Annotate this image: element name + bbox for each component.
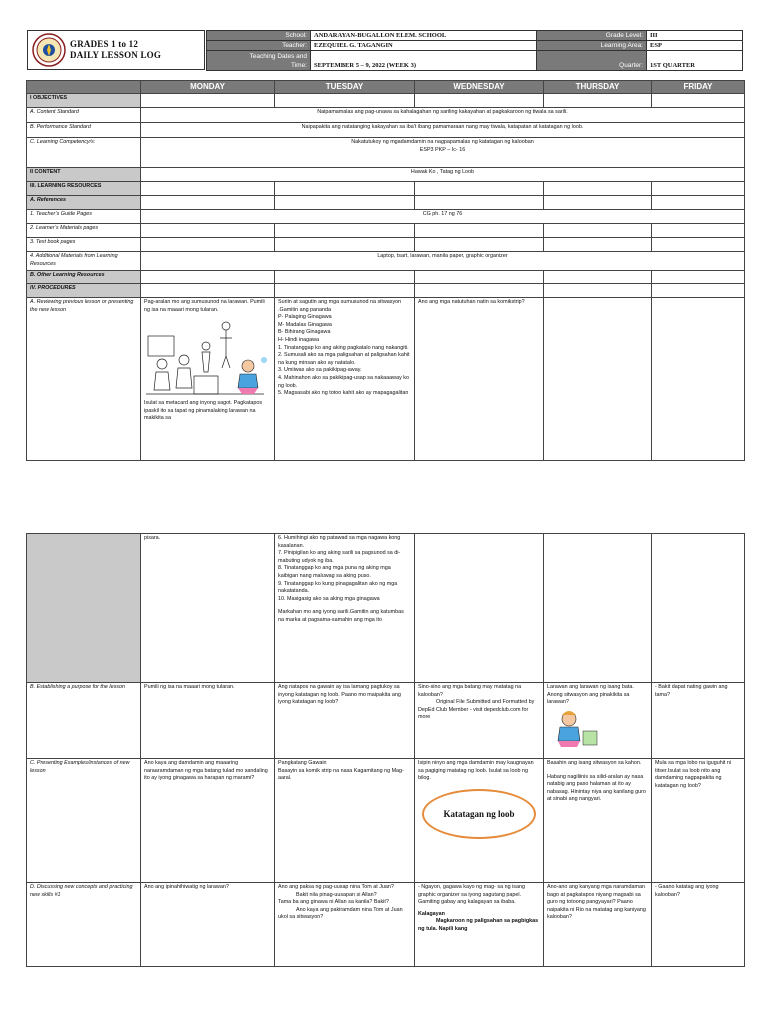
day-thursday: THURSDAY [544, 81, 652, 94]
competency-line1: Nakatutukoy ng mgadamdamin na nagpapamalas ng katatagan ng kalooban [351, 139, 534, 145]
purpose-wednesday [415, 683, 544, 759]
performance-standard-text: Naipapakita ang natatanging kakayahan sa iba’t ibang pamamaraan nang may tiwala, katapatan at katatagan ng loob. [141, 123, 745, 138]
tg-pages-label: 1. Teacher’s Guide Pages [27, 210, 141, 224]
teacher-label: Teacher: [207, 41, 311, 51]
presenting-thu-situation: Habang nagiliinis sa silid-aralan ay nasa natabig ang paso halaman at ito ay nabasag. Hinintay niya ang kanilang guro at sinabi ang nangyari. [547, 773, 646, 803]
presenting-wednesday [415, 759, 544, 883]
continued-wednesday [415, 534, 544, 683]
resources-heading: III. LEARNING RESOURCES [27, 182, 141, 196]
continued-thursday [544, 534, 652, 683]
school-value: ANDARAYAN-BUGALLON ELEM. SCHOOL [311, 31, 537, 41]
tg-pages-text: CG ph. 17 ng 76 [141, 210, 745, 224]
school-label: School: [207, 31, 311, 41]
continued-tue-line: 8. Tinatanggap ko ang mga puna ng aking mga kaibigan nang maluwag sa aking puso. [278, 565, 391, 579]
content-heading: II CONTENT [27, 168, 141, 182]
discussing-wed-line: - Ngayon, gagawa kayo ng mag- sa ng isang graphic organizer sa iyong sagutang papel. Gamiting gabay ang kalagayan sa ibaba. [418, 884, 525, 906]
review-tue-line: 5. Magsasabi ako ng totoo kahit ako ay mapagagalitan [278, 390, 409, 397]
purpose-monday: Pumili ng isa na maaari mong tularan. [141, 683, 275, 759]
lm-pages-label: 2. Learner’s Materials pages [27, 224, 141, 238]
discussing-tue-line: Bakit nila pinag-uusapan si Allan? [296, 891, 377, 898]
lesson-table-part2 [26, 533, 745, 967]
deped-seal-icon [32, 33, 66, 67]
presenting-wed-text: Isipin ninyo ang mga damdamin may kaugnayan sa pagiging matatag ng loob. Isulat sa loob ng bilog. [418, 760, 534, 782]
quarter-value: 1ST QUARTER [647, 51, 743, 71]
dates-label [207, 51, 311, 71]
purpose-friday: - Bakit dapat nating gawin ang tama? [652, 683, 745, 759]
additional-materials-label: 4. Additional Materials from Learning Resources [27, 252, 141, 271]
review-tue-line: P- Palaging Ginagawa [278, 314, 332, 321]
review-wednesday: Ano ang mga natutuhan natin sa komikstrip? [415, 298, 544, 461]
review-friday [652, 298, 745, 461]
continued-tue-line: Markahan mo ang iyong sarili.Gamitin ang katumbas na marka at pagsama-samahin ang mga ito [278, 609, 404, 623]
presenting-tue-text: Basayin sa komik strip na nasa Kagamitang ng Mag-aaral. [278, 767, 404, 782]
competency-code: ESP3 PKP – Ic- 16 [419, 146, 466, 153]
teacher-value: EZEQUIEL G. TAGANGIN [311, 41, 537, 51]
review-tue-line: 3. Umiiwas ako sa pakikipag-away. [278, 367, 362, 374]
purpose-label: B. Establishing a purpose for the lesson [27, 683, 141, 759]
procedures-heading: IV. PROCEDURES [27, 284, 141, 298]
purpose-tuesday: Ang natapos na gawain ay isa lamang pagtukoy sa inyong katatagan ng loob. Paano mo maipakita ang iyong katatagan ng loob? [275, 683, 415, 759]
discussing-tue-line: Ano kaya ang pakiramdam nina Tom at Juan ukol sa sitwasyon? [278, 906, 403, 921]
discussing-thursday: Ano-ano ang kanyang mga naramdaman bago at pagkatapos niyang magsabi sa guro ng totoong pangyayari? Paano naipakita ni Rio na matatag ang kaniyang kalooban? [544, 883, 652, 967]
presenting-tuesday [275, 759, 415, 883]
review-thursday [544, 298, 652, 461]
discussing-tue-line: Ano ang paksa ng pag-uusap nina Tom at Juan? [278, 884, 394, 890]
discussing-wednesday [415, 883, 544, 967]
presenting-label: C. Presenting Examples/instances of new lesson [27, 759, 141, 883]
child-illustration [547, 709, 603, 749]
dates-label-1: Teaching Dates and [249, 52, 307, 60]
review-tue-line: H- Hindi inagawa [278, 336, 320, 343]
continued-tue-line: 10. Masigasig ako sa aking mga ginagawa [278, 595, 380, 602]
discussing-tue-line: Tama ba ang ginawa ni Allan sa kanila? Bakit? [278, 899, 389, 906]
header-title-line2: DAILY LESSON LOG [70, 50, 162, 60]
dates-label-2: Time: [290, 61, 307, 69]
header-title-line1: GRADES 1 to 12 [70, 39, 139, 49]
presenting-thu-intro: Basahin ang isang sitwasyon sa kahon. [547, 760, 642, 766]
review-mon-instruction-2: Isulat sa metacard ang inyong sagot. Pagkatapos ipaskil ito sa tapat ng pinamalaking larawan na makikita sa [144, 400, 263, 422]
discussing-wed-heading: Kalagayan [418, 910, 445, 917]
continued-label-cell [27, 534, 141, 683]
area-label: Learning Area: [537, 41, 647, 51]
review-tue-line: Suriin at sagutin ang mga sumusunod na sitwasyon .Gamitin ang pananda [278, 299, 402, 313]
discussing-tuesday [275, 883, 415, 967]
lesson-table-part1 [26, 80, 745, 461]
continued-tue-line: 9. Tinatanggap ko kung pinagagalitan ako ng mga nakatatanda. [278, 580, 398, 595]
day-friday: FRIDAY [652, 81, 745, 94]
presenting-monday: Ano kaya ang damdamin ang maaaring naraaramdaman ng mga batang tulad mo sandaling ito ay iyong ginagawa sa harapan ng marami? [141, 759, 275, 883]
content-standard-label: A. Content Standard [27, 108, 141, 123]
other-resources-heading: B. Other Learning Resources [27, 271, 141, 284]
review-tue-line: B- Bihirang Ginagawa [278, 329, 331, 336]
content-text: Hawak Ko , Tatag ng Loob [141, 168, 745, 182]
purpose-thu-text: Larawan ang larawan ng isang bata. Anong sitwasyon ang pinakikita sa larawan? [547, 684, 634, 706]
days-header-row [27, 81, 745, 94]
review-tue-line: 2. Sumusali ako sa mga paligsahan at paligsahan kahit na kung minsan ako ay natatalo. [278, 352, 410, 366]
continued-friday [652, 534, 745, 683]
references-heading: A. References [27, 196, 141, 210]
review-tue-line: M- Madalas Ginagawa [278, 321, 332, 328]
deped-header-box [27, 30, 205, 70]
purpose-wed-question: Sino-sino ang mga batang may matatag na kalooban? [418, 684, 522, 698]
continued-tue-line: 7. Pinipigilan ko ang aking sarili sa pagsunod sa di-mabuting udyok ng iba. [278, 550, 401, 564]
day-wednesday: WEDNESDAY [415, 81, 544, 94]
dates-value: SEPTEMBER 5 – 9, 2022 (WEEK 3) [311, 51, 537, 71]
review-mon-instruction: Pag-aralan mo ang sumusunod na larawan. Pumili ng isa na maaari mong tularan. [144, 299, 265, 313]
additional-materials-text: Laptop, tsart, larawan, manila paper, graphic organizer [141, 252, 745, 271]
continued-tue-line: 6. Humihingi ako ng patawad sa mga nagawa kong kasalanan. [278, 535, 401, 549]
review-tue-line: 1. Tinatanggap ko ang aking pagkatalo nang nakangiti. [278, 344, 409, 351]
objectives-heading: I OBJECTIVES [27, 94, 141, 108]
discussing-monday: Ano ang ipinahihiwatig ng larawan? [141, 883, 275, 967]
performance-standard-label: B. Performance Standard [27, 123, 141, 138]
review-tue-line: 4. Mahinahon ako sa pakikipag-usap sa nakaaaway ko ng loob. [278, 374, 409, 389]
classroom-illustration [144, 316, 268, 398]
discussing-wed-line: Magkaroon ng paligsahan sa pagbigkas ng tula. Napili kang [418, 918, 539, 932]
grade-label: Grade Level: [537, 31, 647, 41]
continued-monday: pisara. [141, 534, 275, 683]
day-tuesday: TUESDAY [275, 81, 415, 94]
presenting-tue-title: Pangkatang Gawain [278, 760, 327, 766]
review-label: A. Reviewing previous lesson or presenting the new lesson [27, 298, 141, 461]
presenting-thursday [544, 759, 652, 883]
purpose-wed-credit: Original File Submitted and Formatted by DepEd Club Member - visit depedclub.com for more [418, 699, 535, 721]
discussing-label: D. Discussing new concepts and practicing new skills #1 [27, 883, 141, 967]
review-monday [141, 298, 275, 461]
discussing-friday: - Gaano katatag ang iyong kalooban? [652, 883, 745, 967]
quarter-label: Quarter: [537, 51, 647, 71]
area-value: ESP [647, 41, 743, 51]
katatagan-oval: Katatagan ng loob [422, 789, 536, 839]
textbook-pages-label: 3. Text book pages [27, 238, 141, 252]
review-tuesday [275, 298, 415, 461]
competency-text [141, 138, 745, 168]
day-monday: MONDAY [141, 81, 275, 94]
purpose-thursday [544, 683, 652, 759]
header-info-table [206, 30, 743, 71]
content-standard-text: Naipamamalas ang pag-unawa sa kahalagahan ng sariling kakayahan at pagkakaroon ng tiwala sa sarili. [141, 108, 745, 123]
grade-value: III [647, 31, 743, 41]
presenting-friday: Mula sa mga lobo na iguguhit ni titser.Isulat sa loob nito ang damdaming nagpapakita ng katatagan ng loob? [652, 759, 745, 883]
continued-tuesday [275, 534, 415, 683]
competency-label: C. Learning Competency/s: [27, 138, 141, 168]
